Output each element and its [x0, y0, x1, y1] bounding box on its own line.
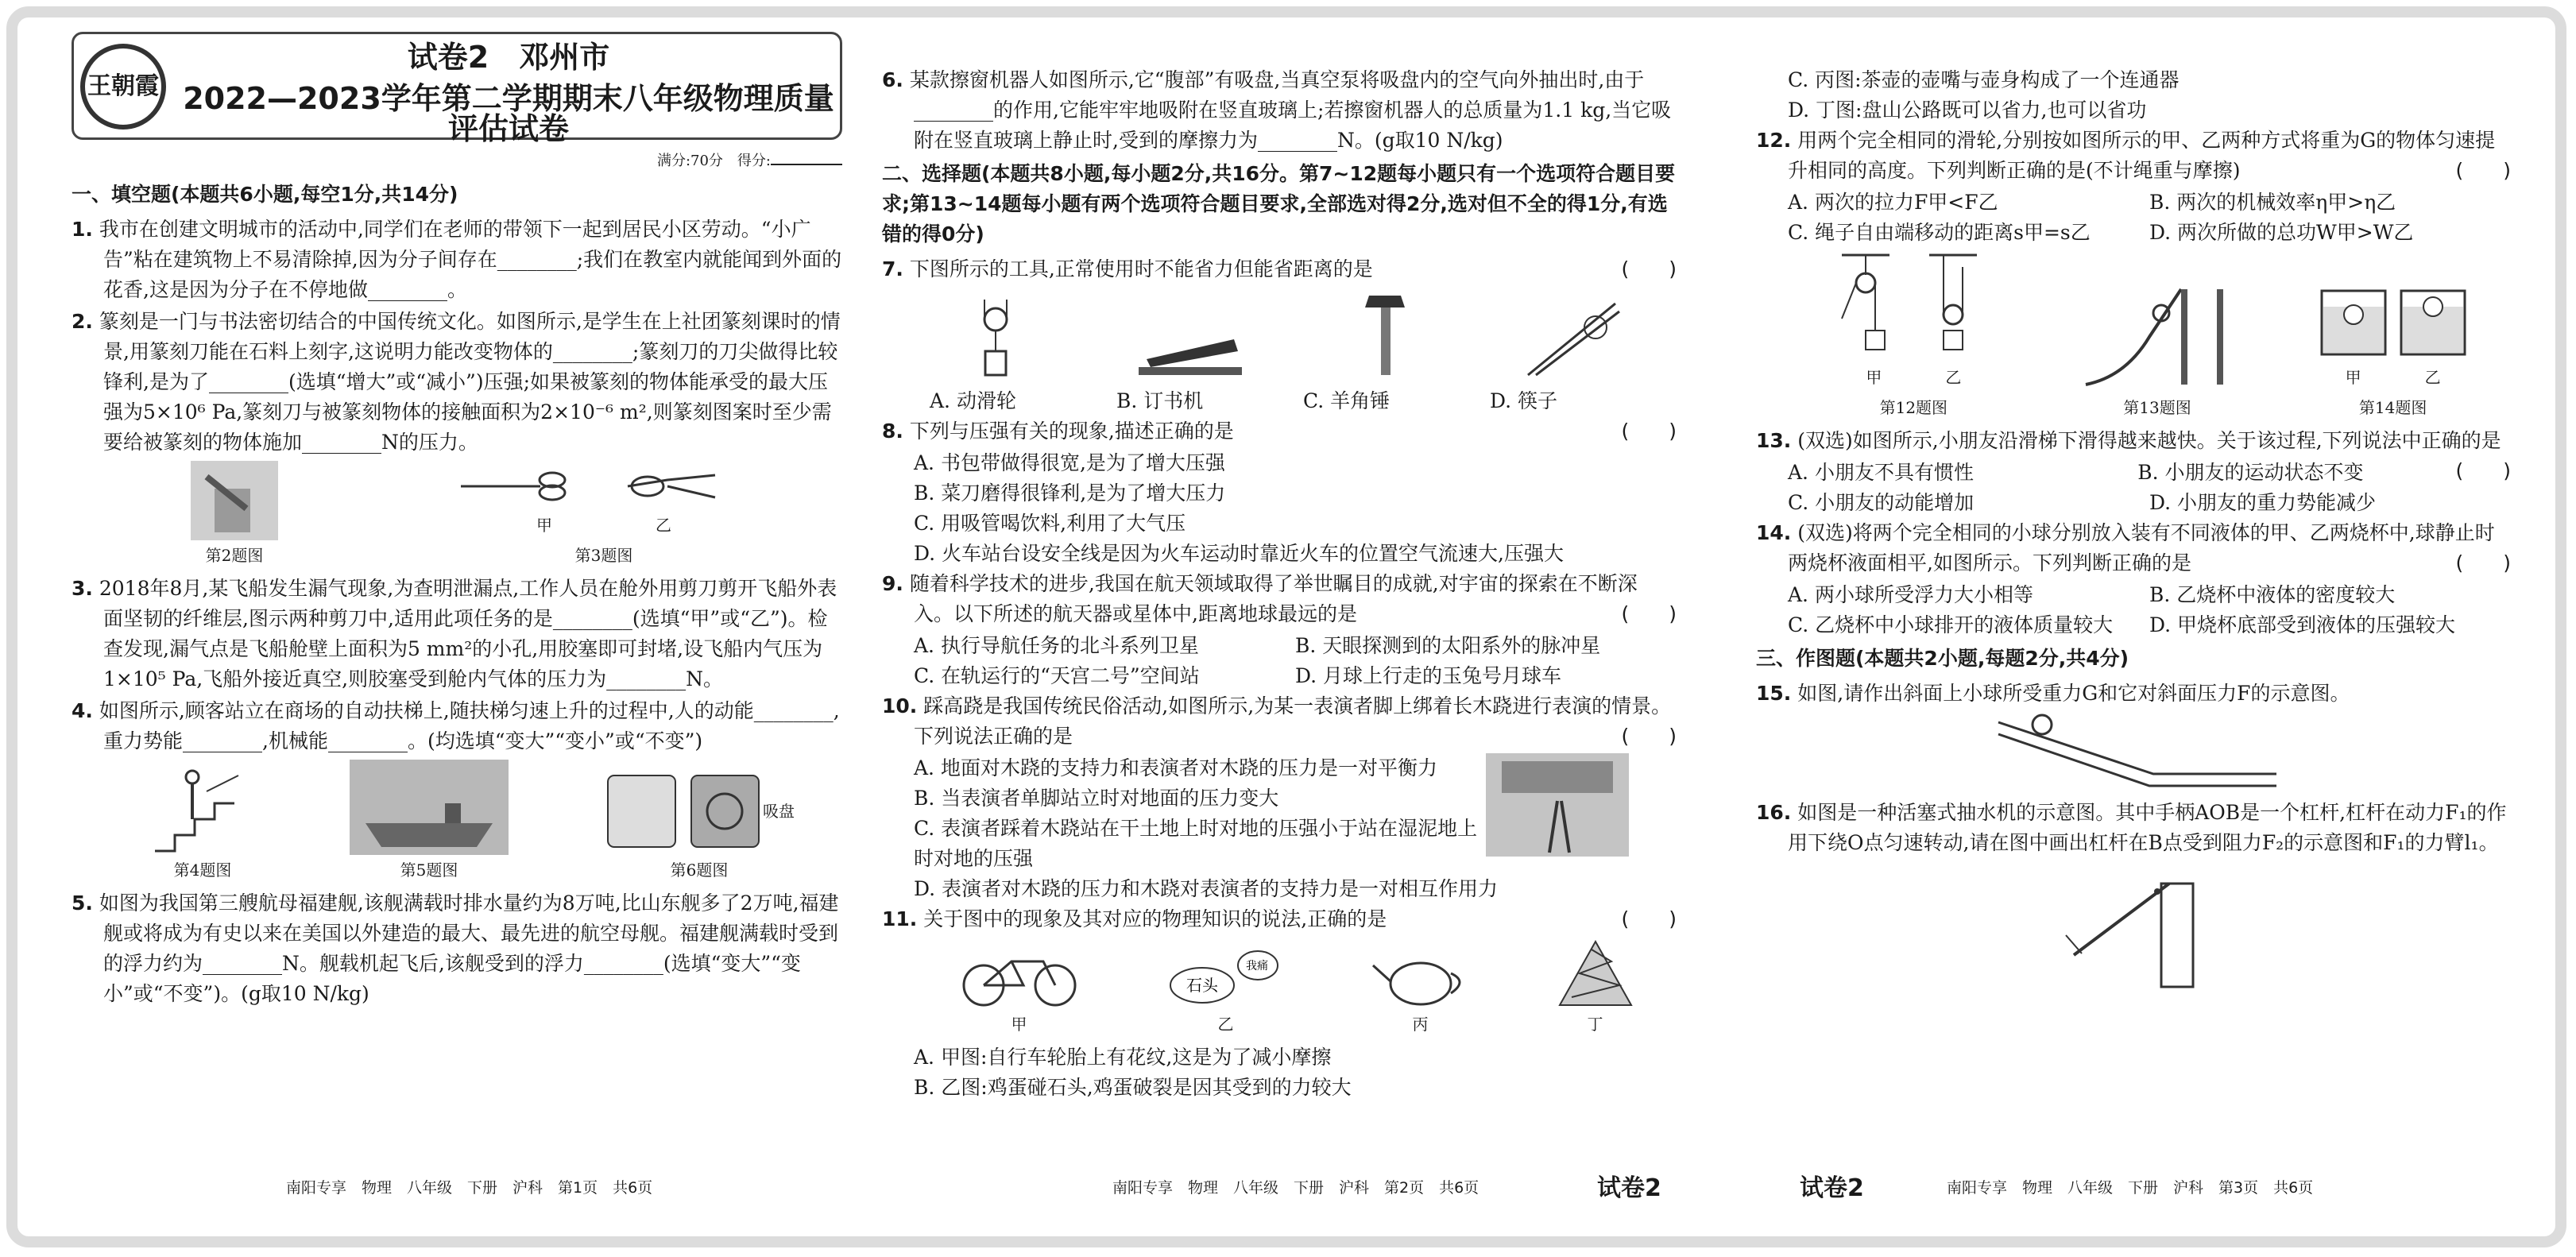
- figure-15: [1756, 710, 2511, 798]
- escalator-drawing: [151, 760, 254, 855]
- beakers-drawing: [2314, 283, 2473, 362]
- option-c[interactable]: C. 在轨运行的“天宫二号”空间站: [914, 664, 1200, 687]
- figure-11: [882, 938, 1677, 1039]
- pump-lever-drawing: [2058, 860, 2233, 995]
- question-15: 15. 如图,请作出斜面上小球所受重力G和它对斜面压力F的示意图。: [1756, 682, 2350, 705]
- stapler-icon: [1131, 311, 1250, 383]
- question-7-options: [882, 386, 1677, 416]
- option-d[interactable]: D. 两次所做的总功W甲>W乙: [2149, 221, 2414, 244]
- option-b[interactable]: B. 两次的机械效率η甲>η乙: [2149, 191, 2396, 214]
- figures-12-14: [1756, 251, 2511, 423]
- question-9: 9. 随着科学技术的进步,我国在航天领域取得了举世瞩目的成就,对宇宙的探索在不断深入。以下所述的航天器或星体中,距离地球最远的是 ( ): [882, 572, 1677, 625]
- option-b[interactable]: B. 订书机: [1116, 389, 1204, 412]
- option-d[interactable]: D. 小朋友的重力势能减少: [2149, 491, 2377, 514]
- option-a[interactable]: A. 两小球所受浮力大小相等: [1788, 583, 2033, 606]
- question-3: 3. 2018年8月,某飞船发生漏气现象,为查明泄漏点,工作人员在舱外用剪刀剪开飞船外表面坚韧的纤维层,图示两种剪刀中,适用此项任务的是________(选填“甲”或“乙”)。检查发现,漏气点是飞船舱壁上面积为5 mm²的小孔,用胶塞即可封堵,设飞船内气压为1×10⁵ Pa,飞船外接近真空,则胶塞受到舱内气体的压力为________N。: [72, 577, 837, 690]
- paper-tag-3: 试卷2: [1800, 1174, 1864, 1202]
- column-3: [1756, 65, 2511, 995]
- question-5: 5. 如图为我国第三艘航母福建舰,该舰满载时排水量约为8万吨,比山东舰多了2万吨,福建舰或将成为有史以来在美国以外建造的最大、最先进的航空母舰。福建舰满载时受到的浮力约为________N。舰载机起飞后,该舰受到的浮力________(选填“变大”“变小”或“不变”)。(g取10 N/kg): [72, 892, 839, 1005]
- score-line: 满分:70分 得分:: [72, 143, 842, 176]
- question-12-options-ab: [1756, 188, 2511, 218]
- question-8-option-b[interactable]: B. 菜刀磨得很锋利,是为了增大压力: [914, 482, 1226, 505]
- suction-cup-label: 吸盘: [763, 802, 795, 821]
- figure-11-teapot: 丙: [1369, 946, 1472, 1039]
- question-14-options-cd: [1756, 610, 2511, 640]
- question-11-option-b[interactable]: B. 乙图:鸡蛋碰石头,鸡蛋破裂是因其受到的力较大: [914, 1076, 1352, 1099]
- teapot-icon: [1369, 946, 1472, 1009]
- question-16: 16. 如图是一种活塞式抽水机的示意图。其中手柄AOB是一个杠杆,杠杆在动力F₁的作用下绕O点匀速转动,请在图中画出杠杆在B点受到阻力F₂的示意图和F₁的力臂l₁。: [1756, 801, 2507, 854]
- option-a[interactable]: A. 小朋友不具有惯性: [1788, 461, 1974, 484]
- figure-2: 第2题图: [191, 461, 278, 570]
- option-a[interactable]: A. 执行导航任务的北斗系列卫星: [914, 634, 1199, 657]
- figures-4-6: [72, 760, 842, 885]
- figure-11-bicycle: 甲: [956, 946, 1083, 1039]
- question-11-option-d[interactable]: D. 丁图:盘山公路既可以省力,也可以省功: [1788, 99, 2147, 122]
- option-d[interactable]: D. 甲烧杯底部受到液体的压强较大: [2149, 613, 2456, 636]
- figure-6: 吸盘 第6题图: [604, 768, 795, 885]
- section-fill-blank: 一、填空题(本题共6小题,每空1分,共14分): [72, 183, 458, 206]
- question-9-options-cd: [882, 661, 1677, 691]
- question-4: 4. 如图所示,顾客站立在商场的自动扶梯上,随扶梯匀速上升的过程中,人的动能________,重力势能________,机械能________。(均选填“变大”“变小”或“不变”): [72, 699, 840, 752]
- question-10-option-d[interactable]: D. 表演者对木跷的压力和木跷对表演者的支持力是一对相互作用力: [914, 877, 1499, 900]
- question-8-option-d[interactable]: D. 火车站台设安全线是因为火车运动时靠近火车的位置空气流速大,压强大: [914, 542, 1564, 565]
- svg-text:石头: 石头: [1186, 976, 1218, 995]
- mountain-road-icon: [1556, 938, 1635, 1009]
- figure-13: 第13题图: [2078, 273, 2237, 423]
- option-d[interactable]: D. 月球上行走的玉兔号月球车: [1295, 664, 1562, 687]
- question-8: 8. 下列与压强有关的现象,描述正确的是 ( ): [882, 420, 1677, 443]
- paper-title: 试卷2 邓州市: [407, 40, 610, 75]
- question-13-options-ab: [1756, 458, 2487, 488]
- figure-11-mountain-road: 丁: [1556, 938, 1635, 1039]
- footer-page-3: 南阳专享 物理 八年级 下册 沪科 第3页 共6页: [1947, 1179, 2314, 1197]
- option-a[interactable]: A. 动滑轮: [930, 389, 1016, 412]
- logo-text: 王朝霞: [87, 72, 159, 100]
- svg-text:我痛: 我痛: [1245, 960, 1268, 973]
- question-11-option-c[interactable]: C. 丙图:茶壶的壶嘴与壶身构成了一个连通器: [1788, 68, 2180, 91]
- figure-14: 甲 乙 第14题图: [2314, 283, 2473, 423]
- egg-stone-icon: [1166, 946, 1286, 1009]
- question-13: 13. (双选)如图所示,小朋友沿滑梯下滑得越来越快。关于该过程,下列说法中正确的是 ( ): [1756, 429, 2511, 482]
- question-10-option-b[interactable]: B. 当表演者单脚站立时对地面的压力变大: [914, 787, 1279, 810]
- bicycle-icon: [956, 946, 1083, 1009]
- scissors-drawing: [453, 462, 755, 510]
- question-9-options-ab: [882, 631, 1677, 661]
- stilt-walker-photo: [1486, 753, 1629, 857]
- figure-11-egg-stone: 石头 我痛 乙: [1166, 946, 1286, 1039]
- question-12: 12. 用两个完全相同的滑轮,分别按如图所示的甲、乙两种方式将重为G的物体匀速提升相同的高度。下列判断正确的是(不计绳重与摩擦) ( ): [1756, 129, 2511, 182]
- section-choice: 二、选择题(本题共8小题,每小题2分,共16分。第7~12题每小题只有一个选项符合题目要求;第13~14题每小题有两个选项符合题目要求,全部选对得2分,选对但不全的得1分,有选错的得0分): [882, 162, 1676, 246]
- question-8-option-c[interactable]: C. 用吸管喝饮料,利用了大气压: [914, 512, 1186, 535]
- figure-12: 甲 乙 第12题图: [1826, 251, 2001, 423]
- column-2: [882, 65, 1677, 1103]
- question-1: 1. 我市在创建文明城市的活动中,同学们在老师的带领下一起到居民小区劳动。“小广告”粘在建筑物上不易清除掉,因为分子间存在________;我们在教室内就能闻到外面的花香,这是因为分子在不停地做________。: [72, 218, 842, 301]
- question-6: 6. 某款擦窗机器人如图所示,它“腹部”有吸盘,当真空泵将吸盘内的空气向外抽出时,由于________的作用,它能牢牢地吸附在竖直玻璃上;若擦窗机器人的总质量为1.1 kg,当它吸附在竖直玻璃上静止时,受到的摩擦力为________N。(g取10 N/kg): [882, 68, 1672, 152]
- footer-page-1: 南阳专享 物理 八年级 下册 沪科 第1页 共6页: [286, 1179, 653, 1197]
- seal-carving-photo: [191, 461, 278, 540]
- option-c[interactable]: C. 小朋友的动能增加: [1788, 491, 1975, 514]
- question-12-options-cd: [1756, 218, 2511, 248]
- question-7: 7. 下图所示的工具,正常使用时不能省力但能省距离的是 ( ): [882, 257, 1677, 280]
- figure-4: 第4题图: [151, 760, 254, 885]
- title-box: [72, 32, 842, 146]
- aircraft-carrier-photo: [350, 760, 509, 855]
- logo-seal: [80, 44, 166, 130]
- option-a[interactable]: A. 两次的拉力F甲<F乙: [1788, 191, 1998, 214]
- question-8-option-a[interactable]: A. 书包带做得很宽,是为了增大压强: [914, 451, 1225, 474]
- option-b[interactable]: B. 天眼探测到的太阳系外的脉冲星: [1295, 634, 1601, 657]
- pulley-icon: [968, 296, 1023, 383]
- option-d[interactable]: D. 筷子: [1490, 389, 1558, 412]
- slide-drawing: [2078, 273, 2237, 393]
- question-10-option-a[interactable]: A. 地面对木跷的支持力和表演者对木跷的压力是一对平衡力: [914, 756, 1437, 779]
- claw-hammer-icon: [1357, 288, 1413, 383]
- incline-ball-drawing: [1994, 710, 2280, 798]
- option-c[interactable]: C. 绳子自由端移动的距离s甲=s乙: [1788, 221, 2091, 244]
- footer-page-2: 南阳专享 物理 八年级 下册 沪科 第2页 共6页: [1112, 1179, 1479, 1197]
- question-13-options-cd: [1756, 488, 2511, 518]
- paper-subtitle: 2022—2023学年第二学期期末八年级物理质量评估试卷: [183, 81, 834, 146]
- question-10-option-c[interactable]: C. 表演者踩着木跷站在干土地上时对地的压强小于站在湿泥地上时对地的压强: [914, 817, 1478, 870]
- option-c[interactable]: C. 乙烧杯中小球排开的液体质量较大: [1788, 613, 2114, 636]
- option-b[interactable]: B. 小朋友的运动状态不变: [2137, 461, 2364, 484]
- section-drawing: 三、作图题(本题共2小题,每题2分,共4分): [1756, 647, 2129, 670]
- question-14: 14. (双选)将两个完全相同的小球分别放入装有不同液体的甲、乙两烧杯中,球静止时两烧杯液面相平,如图所示。下列判断正确的是 ( ): [1756, 521, 2511, 574]
- question-10: 10. 踩高跷是我国传统民俗活动,如图所示,为某一表演者脚上绑着长木跷进行表演的情景。下列说法正确的是 ( ): [882, 694, 1677, 748]
- pulley-systems-drawing: [1826, 251, 2001, 362]
- paper-tag-2: 试卷2: [1597, 1174, 1661, 1202]
- chopsticks-icon: [1520, 296, 1623, 383]
- question-2: 2. 篆刻是一门与书法密切结合的中国传统文化。如图所示,是学生在上社团篆刻课时的情景,用篆刻刀能在石料上刻字,这说明力能改变物体的________;篆刻刀的刀尖做得比较锋利,是为了________(选填“增大”或“减小”)压强;如果被篆刻的物体能承受的最大压强为5×10⁶ Pa,篆刻刀与被篆刻物体的接触面积为2×10⁻⁶ m²,则篆刻图案时至少需要给被篆刻的物体施加________N的压力。: [72, 310, 841, 454]
- window-robot-drawing: [604, 768, 763, 855]
- figures-2-3: [72, 461, 842, 570]
- option-b[interactable]: B. 乙烧杯中液体的密度较大: [2149, 583, 2396, 606]
- question-11: 11. 关于图中的现象及其对应的物理知识的说法,正确的是 ( ): [882, 907, 1677, 930]
- figure-16: [1756, 860, 2511, 995]
- question-11-option-a[interactable]: A. 甲图:自行车轮胎上有花纹,这是为了减小摩擦: [914, 1046, 1332, 1069]
- figure-7: [882, 288, 1677, 383]
- question-14-options-ab: [1756, 580, 2511, 610]
- question-10-body: [882, 753, 1677, 874]
- option-c[interactable]: C. 羊角锤: [1303, 389, 1390, 412]
- figure-5: 第5题图: [350, 760, 509, 885]
- column-1: [72, 32, 842, 1011]
- figure-3: 甲 乙 第3题图: [453, 462, 755, 570]
